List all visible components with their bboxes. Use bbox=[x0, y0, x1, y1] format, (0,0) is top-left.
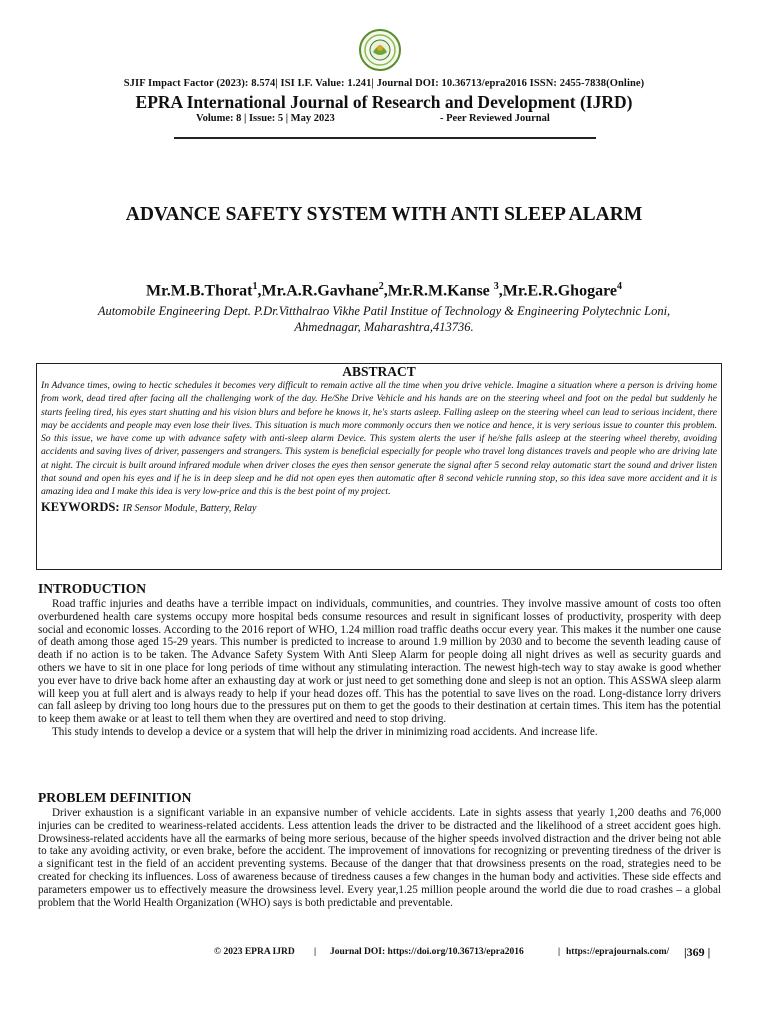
author-affiliation-mark: 1 bbox=[252, 281, 258, 292]
introduction-body bbox=[38, 598, 721, 739]
paper-title: ADVANCE SAFETY SYSTEM WITH ANTI SLEEP ALARM bbox=[125, 204, 643, 225]
page-number: |369 | bbox=[684, 945, 711, 959]
keywords-line bbox=[41, 500, 717, 516]
footer-doi: Journal DOI: https://doi.org/10.36713/epra2016 bbox=[330, 947, 524, 957]
header-divider bbox=[174, 137, 596, 139]
paragraph: Driver exhaustion is a significant variable in an expansive number of vehicle accidents. Late in sights assess that yearly 1,200 deaths and 76,000 injuries can be credited to weariness-related accidents. Less attention leads the driver to be distracted and the likelihood of a street accident goes high. Drowsiness-related accidents have all the earmarks of being more serious, because of the higher speeds involved distraction and the driver being not able to take any avoiding activity, or even brake, before the accident. The improvement of innovations for recognizing or preventing tiredness of the driver is a significant test in the field of an accident preventing systems. Because of the danger that that drowsiness presents on the road, strategies need to be created for checking its influences. Loss of awareness because of tiredness causes a few changes in the human body and activities. These side effects and parameters empower us to effectively measure the drowsiness level. Every year,1.25 million people around the world die due to road crashes – a global problem that the World Health Organization (WHO) says is both predictable and preventable. bbox=[38, 807, 721, 909]
abstract-box bbox=[36, 363, 722, 570]
keywords-text: IR Sensor Module, Battery, Relay bbox=[122, 502, 257, 514]
footer-separator: | bbox=[314, 947, 317, 957]
paragraph: This study intends to develop a device or a system that will help the driver in minimizing road accidents. And increase life. bbox=[52, 725, 598, 738]
author-name: ,Mr.E.R.Ghogare bbox=[498, 282, 617, 300]
abstract-text: In Advance times, owing to hectic schedules it becomes very difficult to remain active all the time when you drive vehicle. Imagine a situation where a person is driving home from work, dead tired after facing all the challenging work of the day. He/She Drive Vehicle and his hands are on the steering wheel and foot on the pedal but suddenly he starts feeling tired, his eyes start shutting and his vision blurs and before he knows it, he's starts asleep. Falling asleep on the steering wheel can lead to serious incident, there may be accidents and people may even lose their lives. This situation is much more commonly occurs then we notice and hence, it is very serious issue to counter this problem. So this issue, we have come up with advance safety with anti-sleep alarm Device. This system alerts the user if he/she falls asleep at the steering wheel thereby, avoiding accidents and saving lives of driver, passengers and strangers. This system is beneficial especially for people who travel long distances travels and people who are driving late at night. The circuit is built around infrared module when driver closes the eyes then sensor generate the signal after 5 second relay automatic start the sound and driver listen that sound and open his eyes and if he is in deep sleep and he did not open eyes then automatic after 8 second vehicle running stop, so this idea save more accident and it is amazing idea and I make this idea is very low-price and this is the best point of my project. bbox=[41, 380, 717, 498]
abstract-heading: ABSTRACT bbox=[342, 364, 416, 379]
author-affiliation-mark: 2 bbox=[378, 281, 384, 292]
peer-reviewed-label: - Peer Reviewed Journal bbox=[440, 113, 550, 124]
journal-seal-icon bbox=[358, 28, 402, 72]
volume-issue: Volume: 8 | Issue: 5 | May 2023 bbox=[196, 113, 335, 124]
problem-definition-heading: PROBLEM DEFINITION bbox=[38, 790, 192, 805]
author-affiliation-mark: 4 bbox=[616, 281, 622, 292]
author-name: Mr.M.B.Thorat bbox=[146, 282, 253, 300]
problem-definition-body bbox=[38, 807, 721, 909]
keywords-label: KEYWORDS: bbox=[41, 499, 120, 514]
author-affiliation-mark: 3 bbox=[493, 281, 499, 292]
footer-url-link[interactable]: https://eprajournals.com/ bbox=[566, 947, 670, 957]
affiliation-line: Automobile Engineering Dept. P.Dr.Vitthalrao Vikhe Patil Institue of Technology & Engineering Polytechnic Loni, bbox=[97, 304, 671, 318]
author-list bbox=[0, 281, 768, 300]
footer-copyright: © 2023 EPRA IJRD bbox=[214, 947, 295, 957]
author-name: ,Mr.R.M.Kanse bbox=[383, 282, 494, 300]
introduction-heading: INTRODUCTION bbox=[38, 581, 147, 596]
journal-name: EPRA International Journal of Research and Development (IJRD) bbox=[135, 92, 633, 112]
author-name: ,Mr.A.R.Gavhane bbox=[257, 282, 379, 300]
footer-separator: | bbox=[558, 947, 561, 957]
paragraph: Road traffic injuries and deaths have a terrible impact on individuals, communities, and countries. They involve massive amount of costs too often overburdened health care systems occupy more hospital beds consume resources and result in significant losses of productivity, prosperity with deep social and economic losses. According to the 2016 report of WHO, 1.24 million road traffic deaths occur every year. This makes it the number one cause of death among those aged 15-29 years. This number is predicted to increase to around 1.9 million by 2030 and to become the seventh leading cause of death if no action is to be taken. The Advance Safety System With Anti Sleep Alarm for people doing all night drives as well as security guards and others we have to sit in one place for long periods of time without any stimulating interaction. The newest high-tech way to stay awake is good whether you ever have to drive back home after an exhausting day at work or just need to get something done and sleep is not an option. This ASSWA sleep alarm will keep you at full alert and is always ready to help if your head dozes off. This has the potential to save lives on the road. Long-distance lorry drivers can fall asleep by driving too long hours due to the pressures put on them to get the goods to their destination at certain times. This item has the potential to keep them awake or at least to tell them when they are overtired and need to stop driving. bbox=[38, 598, 721, 726]
affiliation-line: Ahmednagar, Maharashtra,413736. bbox=[294, 320, 474, 334]
affiliation bbox=[40, 303, 728, 335]
impact-factor-line: SJIF Impact Factor (2023): 8.574| ISI I.F. Value: 1.241| Journal DOI: 10.36713/epra2016 ISSN: 2455-7838(Online) bbox=[123, 78, 645, 89]
